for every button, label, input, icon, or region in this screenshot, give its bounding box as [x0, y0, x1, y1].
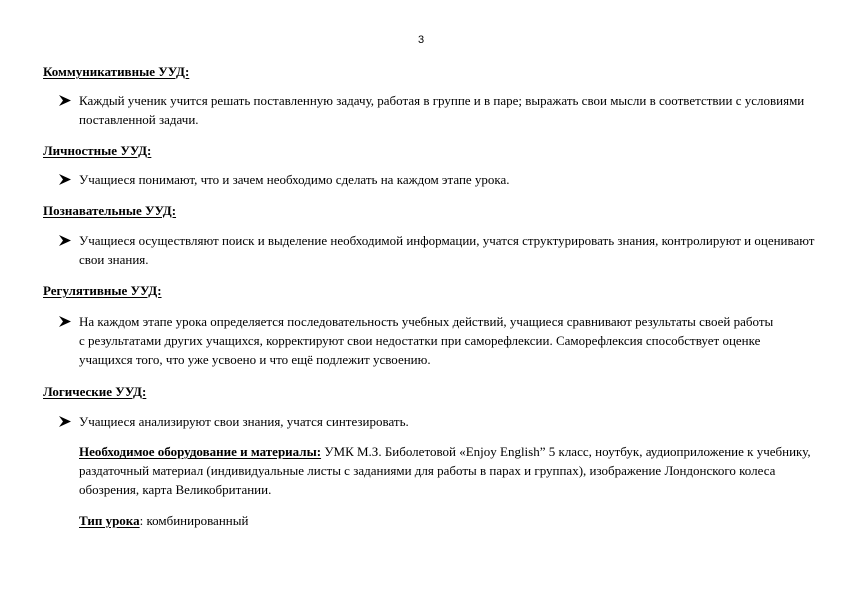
arrowhead-bullet-icon: [58, 234, 72, 247]
heading-communicative: Коммуникативные УУД:: [43, 64, 190, 79]
lesson-type-paragraph: [79, 511, 819, 530]
bullet-text: Учащиеся понимают, что и зачем необходимо сделать на каждом этапе урока.: [79, 172, 510, 187]
lesson-type-label: Тип урока: [79, 513, 140, 528]
heading-logical: Логические УУД:: [43, 384, 147, 399]
bullet-text: Учащиеся осуществляют поиск и выделение необходимой информации, учатся структурировать знания, контролируют и оценивают свои знания.: [79, 233, 815, 267]
bullet-text: Каждый ученик учится решать поставленную задачу, работая в группе и в паре; выражать свои мысли в соответствии с условиями поставленной задачи.: [79, 93, 805, 127]
arrowhead-bullet-icon: [58, 415, 72, 428]
page-number: 3: [417, 34, 425, 46]
arrowhead-bullet-icon: [58, 94, 72, 107]
equipment-text: УМК М.З. Биболетовой «Enjoy English” 5 класс, ноутбук, аудиоприложение к учебнику, раздаточный материал (индивидуальные листы с заданиями для работы в парах и группах), изображение Лондонского колеса обозрения, карта Великобритании.: [79, 444, 811, 497]
heading-personal: Личностные УУД:: [43, 143, 152, 158]
equipment-paragraph: [79, 442, 819, 499]
arrowhead-bullet-icon: [58, 173, 72, 186]
bullet-text: На каждом этапе урока определяется последовательность учебных действий, учащиеся сравнивают результаты своей работы с результатами других учащихся, корректируют свои недостатки при саморефлексии. Саморефлексия способствует оценке учащихся того, что уже усвоено и что ещё подлежит усвоению.: [79, 314, 774, 367]
lesson-type-text: : комбинированный: [139, 513, 249, 528]
heading-regulatory: Регулятивные УУД:: [43, 283, 162, 298]
equipment-label: Необходимое оборудование и материалы:: [79, 444, 322, 459]
bullet-text: Учащиеся анализируют свои знания, учатся синтезировать.: [79, 414, 409, 429]
heading-cognitive: Познавательные УУД:: [43, 203, 177, 218]
arrowhead-bullet-icon: [58, 315, 72, 328]
